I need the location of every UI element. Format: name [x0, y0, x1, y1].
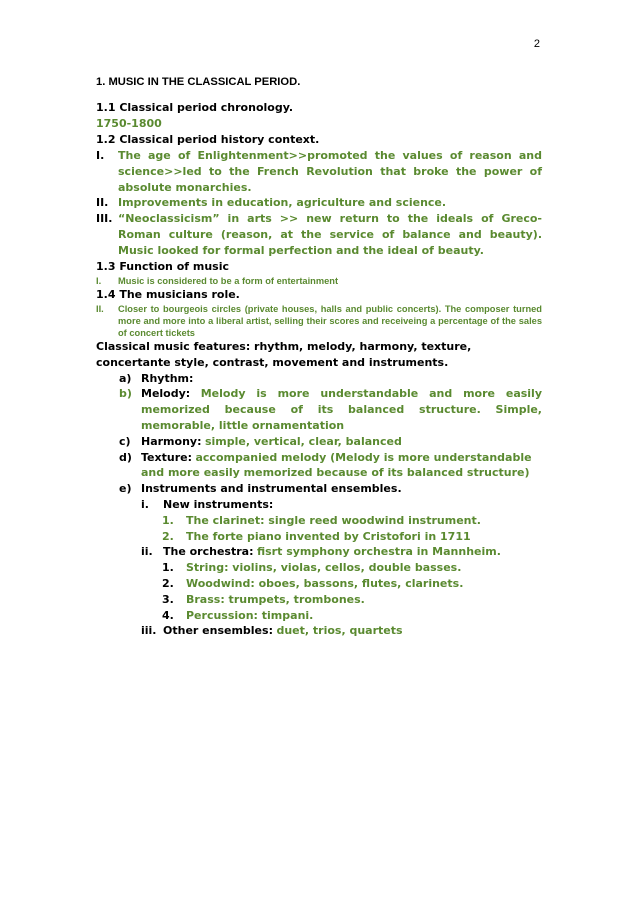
list-item: [96, 148, 542, 195]
feature-label: Texture:: [141, 450, 192, 464]
subitem-label: Other ensembles:: [163, 624, 273, 638]
list-number: 3.: [162, 592, 174, 606]
feature-item-texture: [96, 450, 542, 482]
subitem-other-ensembles: [96, 623, 542, 639]
feature-label: Harmony:: [141, 434, 202, 448]
chronology-dates: 1750-1800: [96, 117, 162, 130]
section-heading-musicians: 1.4 The musicians role.: [96, 287, 240, 301]
list-item: [96, 211, 542, 258]
feature-label: Instruments and instrumental ensembles.: [141, 482, 402, 496]
document-body: [96, 74, 542, 639]
list-number: c): [119, 434, 131, 448]
list-number: II.: [96, 303, 104, 314]
list-text: The forte piano invented by Cristofori in 1711: [186, 529, 471, 543]
list-text: String: violins, violas, cellos, double basses.: [186, 561, 462, 575]
list-number: 1.: [162, 513, 174, 527]
list-number: a): [119, 371, 132, 385]
feature-text: simple, vertical, clear, balanced: [204, 434, 402, 448]
list-item: [96, 303, 542, 339]
list-number: ii.: [141, 545, 153, 559]
list-item: [96, 560, 542, 576]
list-number: I.: [96, 275, 102, 286]
subitem-new-instruments: [96, 497, 542, 513]
feature-item-instruments: [96, 481, 542, 497]
feature-label: Rhythm:: [141, 371, 194, 385]
list-number: iii.: [141, 624, 157, 638]
list-item: [96, 529, 542, 545]
section-heading-function: 1.3 Function of music: [96, 259, 230, 273]
list-number: I.: [96, 149, 105, 162]
list-text: Improvements in education, agriculture and science.: [118, 196, 447, 210]
list-text: Percussion: timpani.: [186, 608, 314, 622]
feature-text: accompanied melody (Melody is more understandable and more easily memorized because of its balanced structure): [141, 450, 532, 480]
subitem-text: duet, trios, quartets: [276, 624, 403, 638]
list-number: 4.: [162, 608, 174, 622]
feature-item-harmony: [96, 434, 542, 450]
list-item: [96, 195, 542, 211]
list-text: The clarinet: single reed woodwind instrument.: [186, 513, 481, 527]
list-number: b): [119, 387, 132, 401]
section-heading-chronology: 1.1 Classical period chronology.: [96, 101, 294, 114]
feature-item-melody: [96, 386, 542, 433]
list-item: [96, 513, 542, 529]
list-text: “Neoclassicism” in arts >> new return to the ideals of Greco-Roman culture (reason, at the service of balance and beauty). Music looked for formal perfection and the ideal of beauty.: [118, 212, 542, 257]
list-number: e): [119, 482, 132, 496]
subitem-label: The orchestra:: [163, 545, 254, 559]
list-number: 2.: [162, 576, 174, 590]
feature-text: Melody is more understandable and more easily memorized because of its balanced structure. Simple, memorable, little ornamentation: [141, 387, 542, 432]
list-item: [96, 275, 542, 287]
list-number: 1.: [162, 561, 174, 575]
page-title: 1. MUSIC IN THE CLASSICAL PERIOD.: [96, 76, 301, 88]
list-item: [96, 576, 542, 592]
subitem-text: fisrt symphony orchestra in Mannheim.: [256, 545, 501, 559]
list-text: Music is considered to be a form of entertainment: [118, 275, 339, 286]
list-number: II.: [96, 196, 109, 210]
list-text: Woodwind: oboes, bassons, flutes, clarinets.: [186, 576, 464, 590]
list-number: i.: [141, 497, 149, 511]
list-number: d): [119, 450, 132, 464]
list-item: [96, 608, 542, 624]
list-text: Closer to bourgeois circles (private houses, halls and public concerts). The composer turned more and more into a liberal artist, selling their scores and receiveing a percentage of the sales of concert tickets: [118, 303, 542, 338]
subitem-orchestra: [96, 544, 542, 560]
page-number: 2: [533, 38, 540, 50]
section-heading-history: 1.2 Classical period history context.: [96, 133, 320, 146]
features-intro: Classical music features: rhythm, melody, harmony, texture, concertante style, contrast, movement and instruments.: [96, 339, 472, 369]
feature-item-rhythm: [96, 371, 542, 387]
list-text: The age of Enlightenment>>promoted the values of reason and science>>led to the French Revolution that broke the power of absolute monarchies.: [118, 149, 542, 194]
list-number: III.: [96, 212, 113, 226]
list-number: 2.: [162, 529, 174, 543]
subitem-label: New instruments:: [163, 497, 274, 511]
feature-label: Melody:: [141, 387, 191, 401]
list-item: [96, 592, 542, 608]
list-text: Brass: trumpets, trombones.: [186, 592, 365, 606]
